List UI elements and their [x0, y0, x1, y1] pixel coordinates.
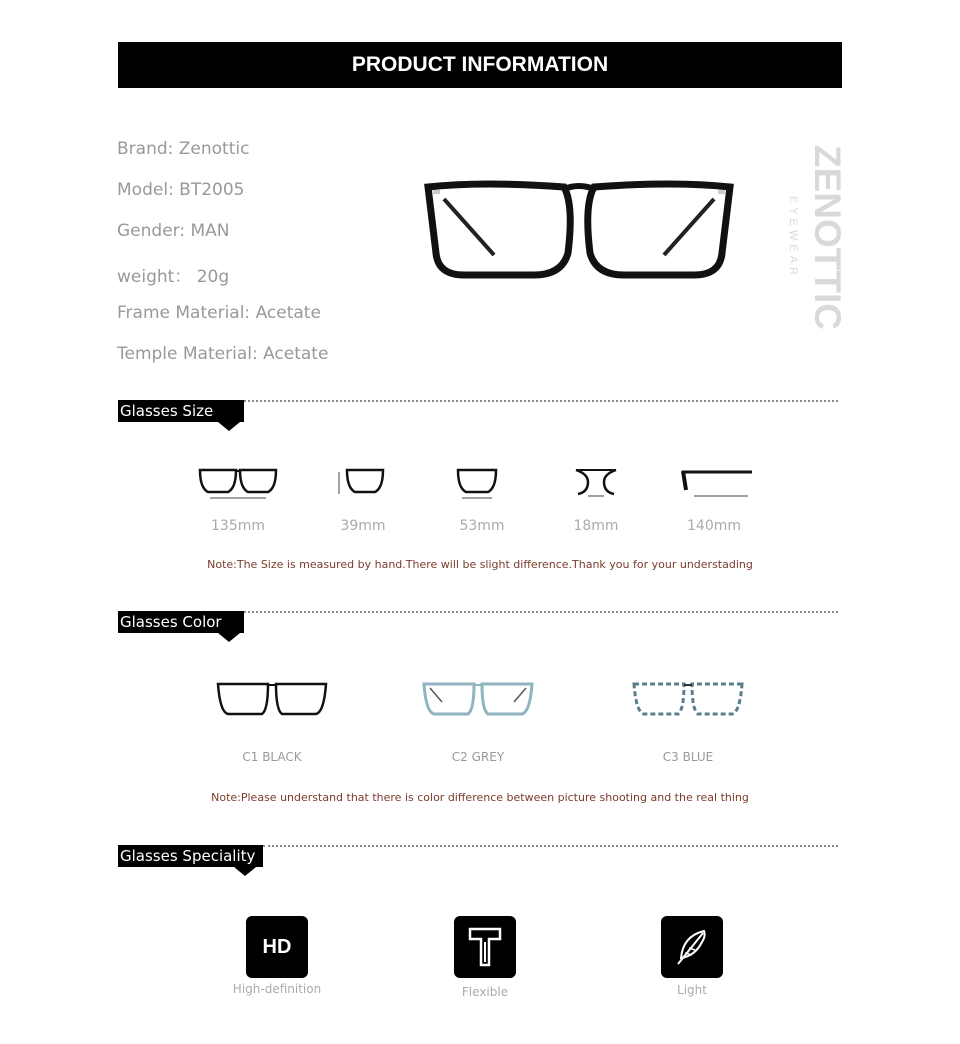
section-glasses-size-label: Glasses Size [120, 402, 214, 420]
size-lens-width: 53mm [459, 518, 505, 534]
spec-temple-material: Temple Material: Acetate [117, 344, 329, 364]
size-icon-bridge [546, 466, 646, 500]
section-glasses-color [118, 611, 244, 633]
section-glasses-color-label: Glasses Color [120, 613, 222, 631]
spec-model: Model: BT2005 [117, 180, 245, 200]
size-icon-temple [676, 466, 756, 500]
size-icon-lens-height [313, 466, 413, 500]
section-pointer [234, 867, 256, 876]
size-temple-length: 140mm [687, 518, 741, 534]
section-divider [244, 611, 838, 613]
hd-icon [246, 916, 308, 978]
section-divider [244, 400, 838, 402]
color-note: Note:Please understand that there is color difference between picture shooting and the real thing [211, 791, 749, 804]
section-glasses-speciality-label: Glasses Speciality [120, 847, 256, 865]
section-divider [263, 845, 838, 847]
glasses-front-image [424, 175, 734, 285]
color-label-blue: C3 BLUE [662, 750, 714, 764]
hd-icon-text: HD [262, 935, 292, 958]
spec-brand: Brand: Zenottic [117, 139, 250, 159]
zenottic-logo: ZENOTTIC [807, 145, 848, 330]
flexible-icon [454, 916, 516, 978]
speciality-label-flexible: Flexible [461, 985, 509, 999]
spec-gender: Gender: MAN [117, 221, 230, 241]
size-bridge: 18mm [573, 518, 619, 534]
section-pointer [218, 633, 240, 642]
section-glasses-size [118, 400, 244, 422]
section-glasses-speciality [118, 845, 263, 867]
size-lens-height: 39mm [340, 518, 386, 534]
speciality-label-light: Light [677, 983, 707, 997]
color-grey-glasses [418, 678, 538, 720]
size-icon-lens-width [428, 466, 528, 500]
color-label-black: C1 BLACK [242, 750, 302, 764]
spec-frame-material: Frame Material: Acetate [117, 303, 321, 323]
section-pointer [218, 422, 240, 431]
size-total-width: 135mm [211, 518, 265, 534]
eyewear-logo-text: EYEWEAR [787, 196, 799, 280]
color-label-grey: C2 GREY [451, 750, 505, 764]
product-information-banner: PRODUCT INFORMATION [118, 42, 842, 88]
speciality-label-hd: High-definition [232, 982, 322, 996]
spec-weight: weight： 20g [117, 267, 230, 287]
color-blue-glasses [628, 678, 748, 720]
feather-icon [661, 916, 723, 978]
color-black-glasses [212, 678, 332, 720]
size-icon-total-width [188, 466, 288, 500]
size-note: Note:The Size is measured by hand.There will be slight difference.Thank you for your understading [207, 558, 753, 571]
